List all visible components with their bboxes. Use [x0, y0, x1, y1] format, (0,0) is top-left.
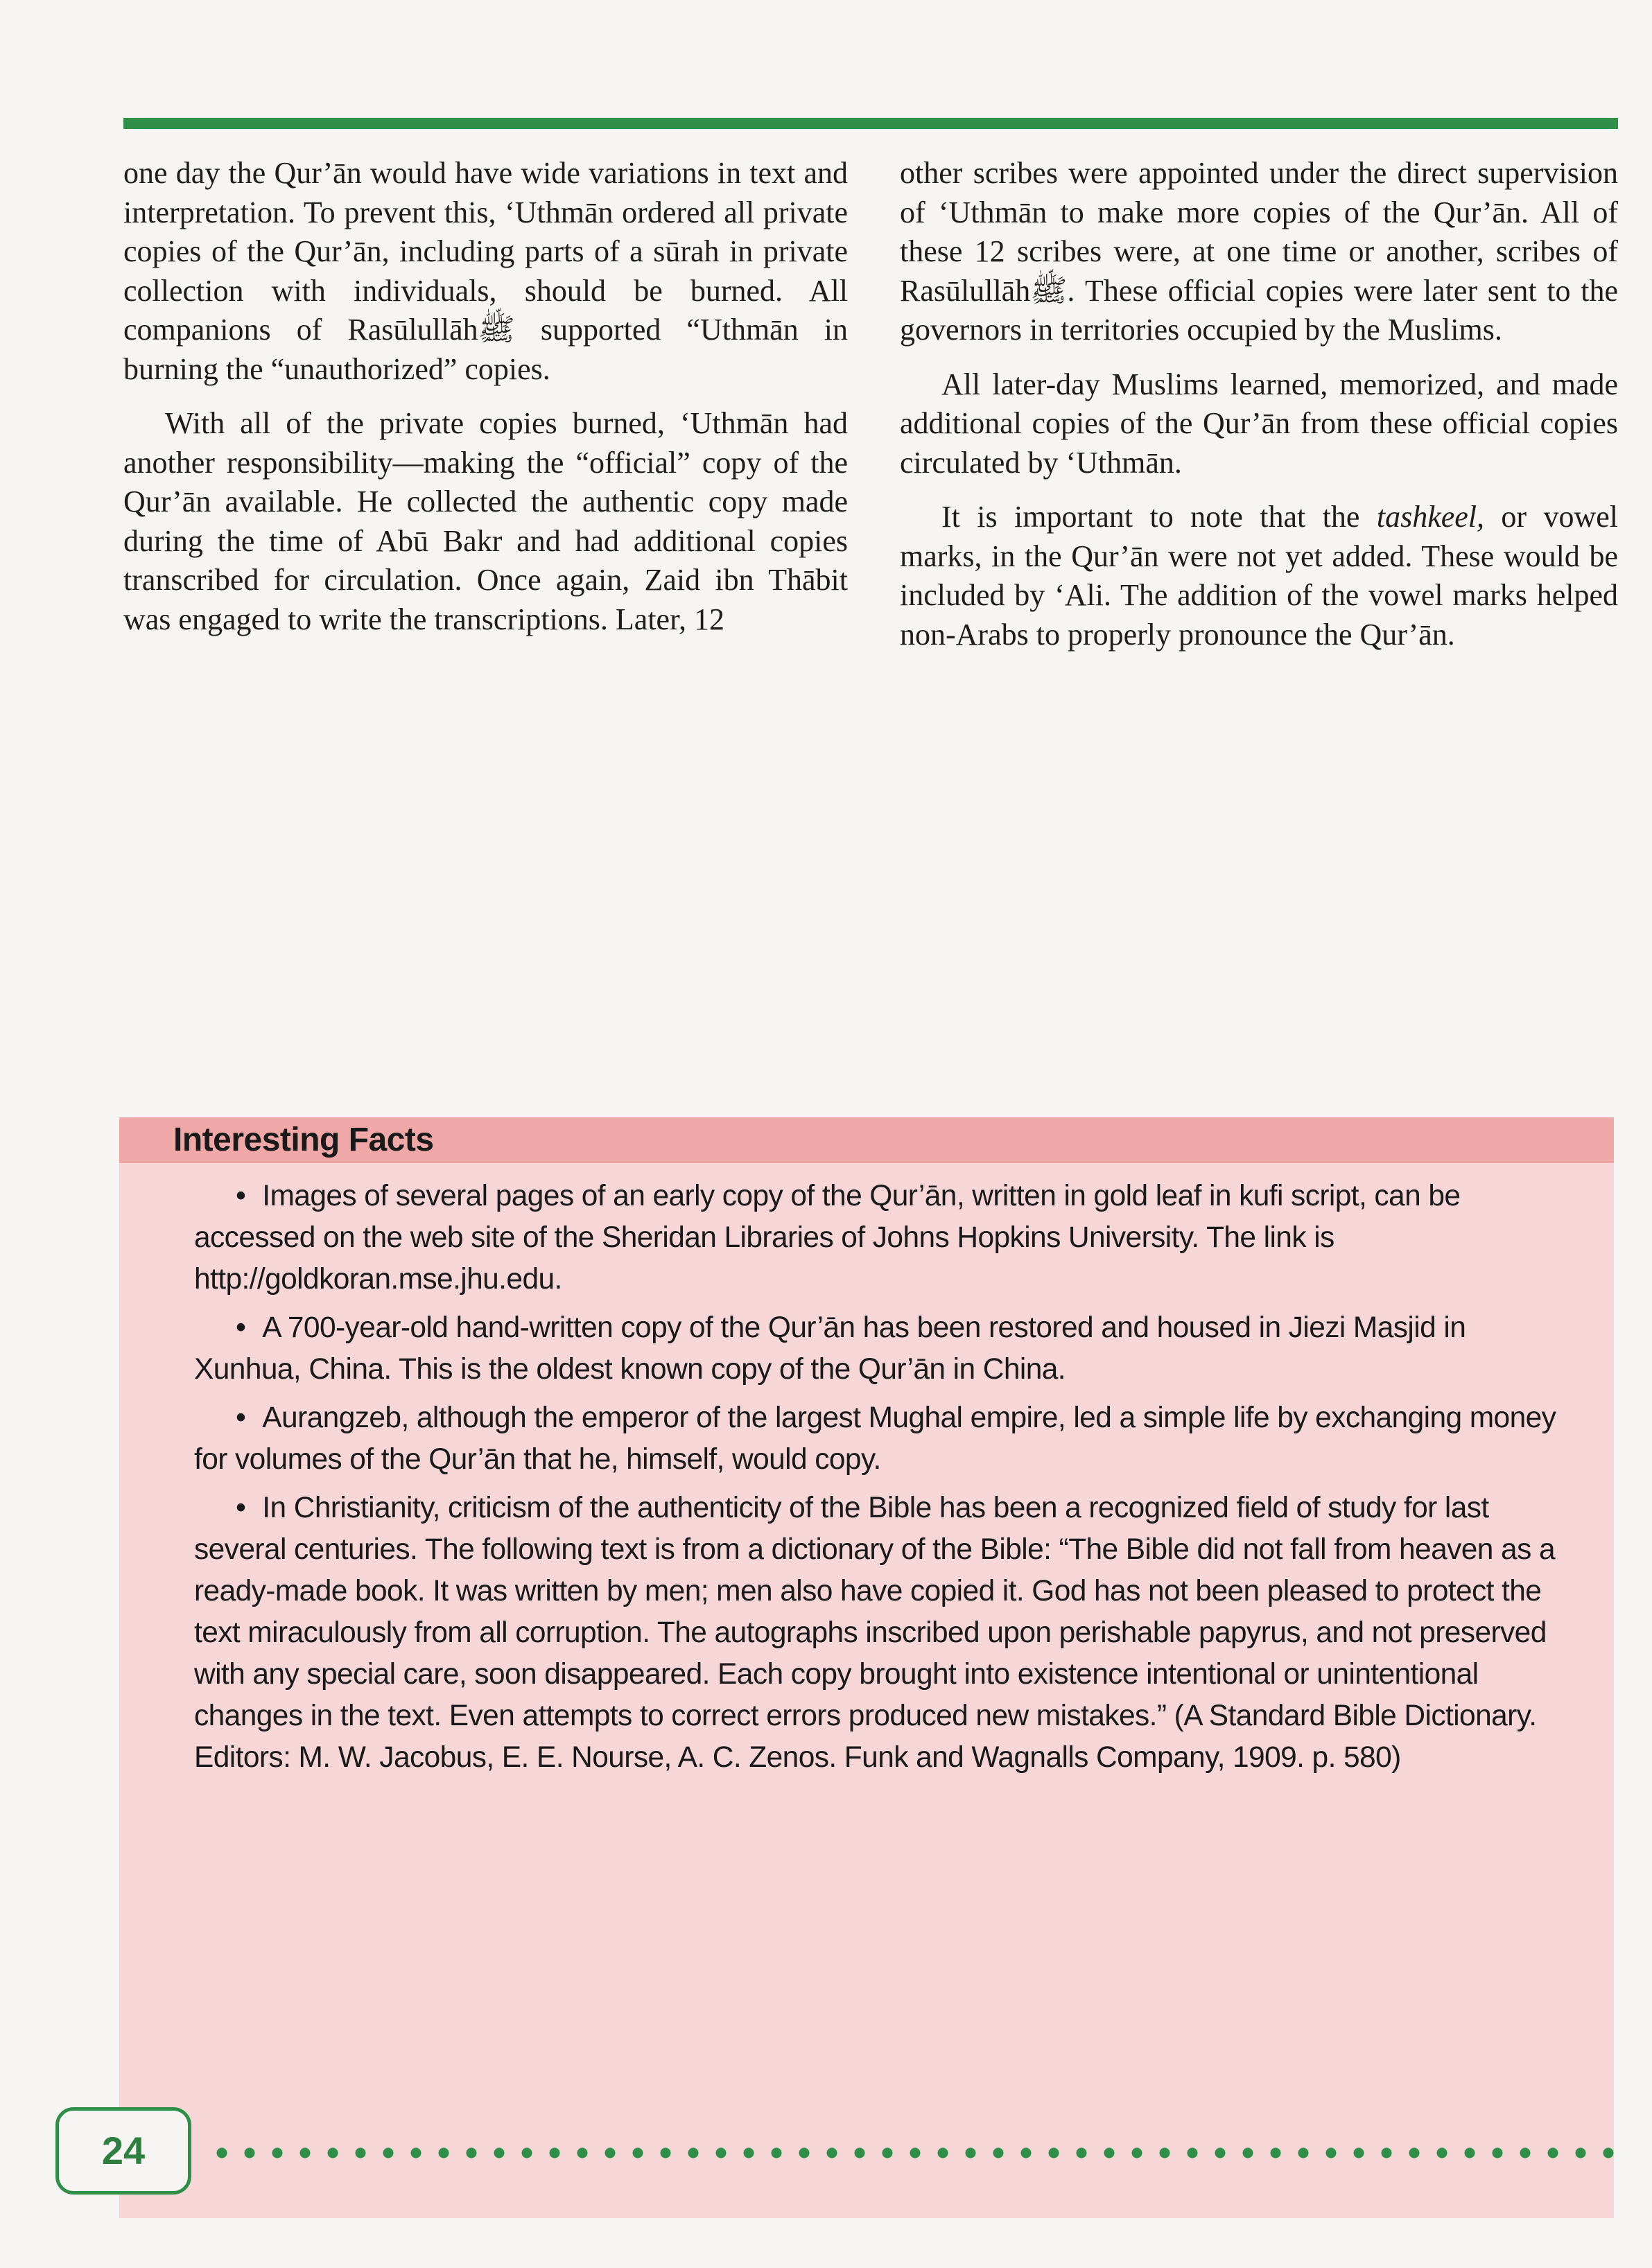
- dotted-rule: [208, 2147, 1615, 2159]
- interesting-facts-box: [119, 1117, 1614, 2218]
- left-column: [123, 154, 848, 654]
- bullet-icon: •: [236, 1311, 246, 1344]
- right-column: [900, 154, 1618, 670]
- fact-item-2: [194, 1307, 1560, 1390]
- fact-item-1: [194, 1176, 1560, 1300]
- left-paragraph-1: one day the Qur’ān would have wide variations in text and interpretation. To prevent this, ‘Uthmān ordered all private copies of the Qur’ān, including parts of a sūrah in private collection with individuals, should be burned. All companions of Rasūlullāhﷺ supported “Uthmān in burning the “unauthorized” copies.: [123, 156, 848, 386]
- facts-title: Interesting Facts: [119, 1117, 1614, 1163]
- bullet-icon: •: [236, 1180, 246, 1212]
- right-paragraph-3: [900, 498, 1618, 654]
- bullet-icon: •: [236, 1492, 246, 1524]
- right-paragraph-1: other scribes were appointed under the direct supervision of ‘Uthmān to make more copies of the Qur’ān. All of these 12 scribes were, at one time or another, scribes of Rasūlullāhﷺ. These official copies were later sent to the governors in territories occupied by the Muslims.: [900, 156, 1618, 347]
- top-rule: [123, 118, 1618, 129]
- fact-text: Images of several pages of an early copy of the Qur’ān, written in gold leaf in kufi script, can be accessed on the web site of the Sheridan Libraries of Johns Hopkins University. The link is http://goldkoran.mse.jhu.edu.: [194, 1180, 1461, 1296]
- facts-list: [119, 1163, 1614, 1779]
- p3-text-after: or vowel marks, in the Qur’ān were not yet added. These would be included by ‘Ali. The addition of the vowel marks helped non-Arabs to properly pronounce the Qur’ān.: [900, 500, 1619, 652]
- right-paragraph-2: All later-day Muslims learned, memorized, and made additional copies of the Qur’ān from these official copies circulated by ‘Uthmān.: [900, 367, 1618, 480]
- fact-text: A 700-year-old hand-written copy of the Qur’ān has been restored and housed in Jiezi Masjid in Xunhua, China. This is the oldest known copy of the Qur’ān in China.: [194, 1311, 1466, 1386]
- p3-text-before: It is important to note that the: [941, 500, 1377, 534]
- left-paragraph-2: With all of the private copies burned, ‘Uthmān had another responsibility—making the “official” copy of the Qur’ān available. He collected the authentic copy made during the time of Abū Bakr and had additional copies transcribed for circulation. Once again, Zaid ibn Thābit was engaged to write the transcriptions. Later, 12: [123, 406, 848, 636]
- fact-text: In Christianity, criticism of the authenticity of the Bible has been a recognized field of study for last several centuries. The following text is from a dictionary of the Bible: “The Bible did not fall from heaven as a ready-made book. It was written by men; men also have copied it. God has not been pleased to protect the text miraculously from all corruption. The autographs inscribed upon perishable papyrus, and not preserved with any special care, soon disappeared. Each copy brought into existence intentional or unintentional changes in the text. Even attempts to correct errors produced new mistakes.” (A Standard Bible Dictionary. Editors: M. W. Jacobus, E. E. Nourse, A. C. Zenos. Funk and Wagnalls Company, 1909. p. 580): [194, 1492, 1555, 1774]
- fact-item-4: [194, 1488, 1560, 1779]
- fact-text: Aurangzeb, although the emperor of the largest Mughal empire, led a simple life by exchanging money for volumes of the Qur’ān that he, himself, would copy.: [194, 1402, 1556, 1476]
- fact-item-3: [194, 1397, 1560, 1481]
- page-number: 24: [55, 2107, 191, 2195]
- bullet-icon: •: [236, 1402, 246, 1434]
- tashkeel-term: tashkeel,: [1376, 500, 1485, 534]
